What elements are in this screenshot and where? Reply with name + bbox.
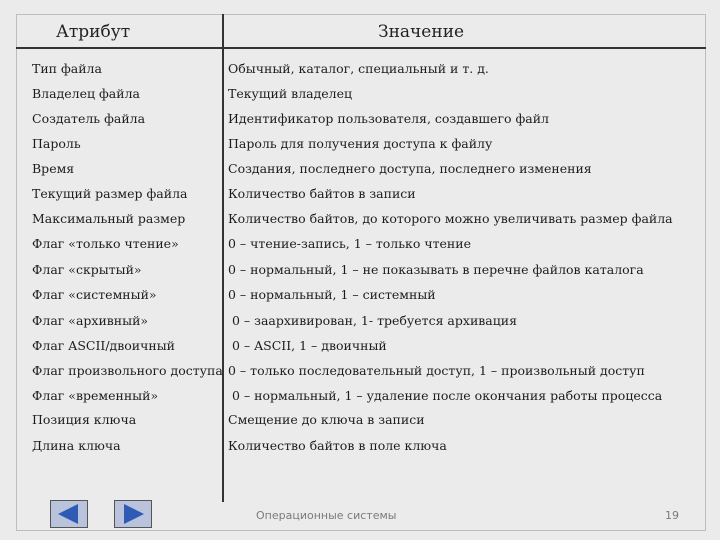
header-value: Значение — [378, 22, 465, 42]
attribute-cell: Позиция ключа — [32, 412, 137, 427]
triangle-left-icon — [51, 501, 87, 527]
attribute-cell: Текущий размер файла — [32, 186, 188, 201]
table-row — [32, 313, 702, 333]
table-row — [32, 338, 702, 358]
header-attribute: Атрибут — [56, 22, 131, 42]
attribute-cell: Создатель файла — [32, 111, 146, 126]
attribute-cell: Длина ключа — [32, 438, 121, 453]
value-cell: Смещение до ключа в записи — [228, 412, 425, 427]
value-cell: Обычный, каталог, специальный и т. д. — [228, 61, 489, 76]
table-row — [32, 236, 702, 256]
triangle-right-icon — [115, 501, 151, 527]
value-cell: Идентификатор пользователя, создавшего файл — [228, 111, 549, 126]
table-row — [32, 136, 702, 156]
prev-slide-button[interactable] — [50, 500, 88, 528]
table-row — [32, 86, 702, 106]
attribute-cell: Флаг «скрытый» — [32, 262, 142, 277]
table-row — [32, 438, 702, 458]
attribute-cell: Флаг «только чтение» — [32, 236, 179, 251]
value-cell: 0 – чтение-запись, 1 – только чтение — [228, 236, 471, 251]
table-row — [32, 111, 702, 131]
table-row — [32, 61, 702, 81]
attribute-cell: Флаг «системный» — [32, 287, 157, 302]
value-cell: 0 – нормальный, 1 – системный — [228, 287, 436, 302]
attribute-cell: Флаг «временный» — [32, 388, 159, 403]
table-row — [32, 161, 702, 181]
table-row — [32, 186, 702, 206]
value-cell: Пароль для получения доступа к файлу — [228, 136, 493, 151]
value-cell: Количество байтов в записи — [228, 186, 416, 201]
value-cell: 0 – нормальный, 1 – не показывать в перечне файлов каталога — [228, 262, 644, 277]
attribute-cell: Максимальный размер — [32, 211, 186, 226]
attribute-cell: Время — [32, 161, 75, 176]
value-cell: 0 – заархивирован, 1- требуется архивация — [232, 313, 518, 328]
attribute-cell: Флаг ASCII/двоичный — [32, 338, 175, 353]
value-cell: 0 – только последовательный доступ, 1 – произвольный доступ — [228, 363, 645, 378]
footer-title: Операционные системы — [256, 509, 397, 522]
table-row — [32, 287, 702, 307]
table-row — [32, 388, 702, 408]
value-cell: Текущий владелец — [228, 86, 353, 101]
next-slide-button[interactable] — [114, 500, 152, 528]
page-number: 19 — [665, 509, 679, 522]
attribute-cell: Тип файла — [32, 61, 102, 76]
value-cell: 0 – нормальный, 1 – удаление после окончания работы процесса — [232, 388, 663, 403]
header-divider — [16, 47, 706, 49]
attribute-cell: Флаг «архивный» — [32, 313, 149, 328]
value-cell: Количество байтов в поле ключа — [228, 438, 447, 453]
attribute-cell: Владелец файла — [32, 86, 140, 101]
value-cell: Создания, последнего доступа, последнего изменения — [228, 161, 592, 176]
table-row — [32, 412, 702, 432]
table-row — [32, 363, 702, 383]
attribute-cell: Флаг произвольного доступа — [32, 363, 223, 378]
table-row — [32, 262, 702, 282]
table-row — [32, 211, 702, 231]
value-cell: 0 – ASCII, 1 – двоичный — [232, 338, 387, 353]
attribute-cell: Пароль — [32, 136, 81, 151]
value-cell: Количество байтов, до которого можно увеличивать размер файла — [228, 211, 673, 226]
